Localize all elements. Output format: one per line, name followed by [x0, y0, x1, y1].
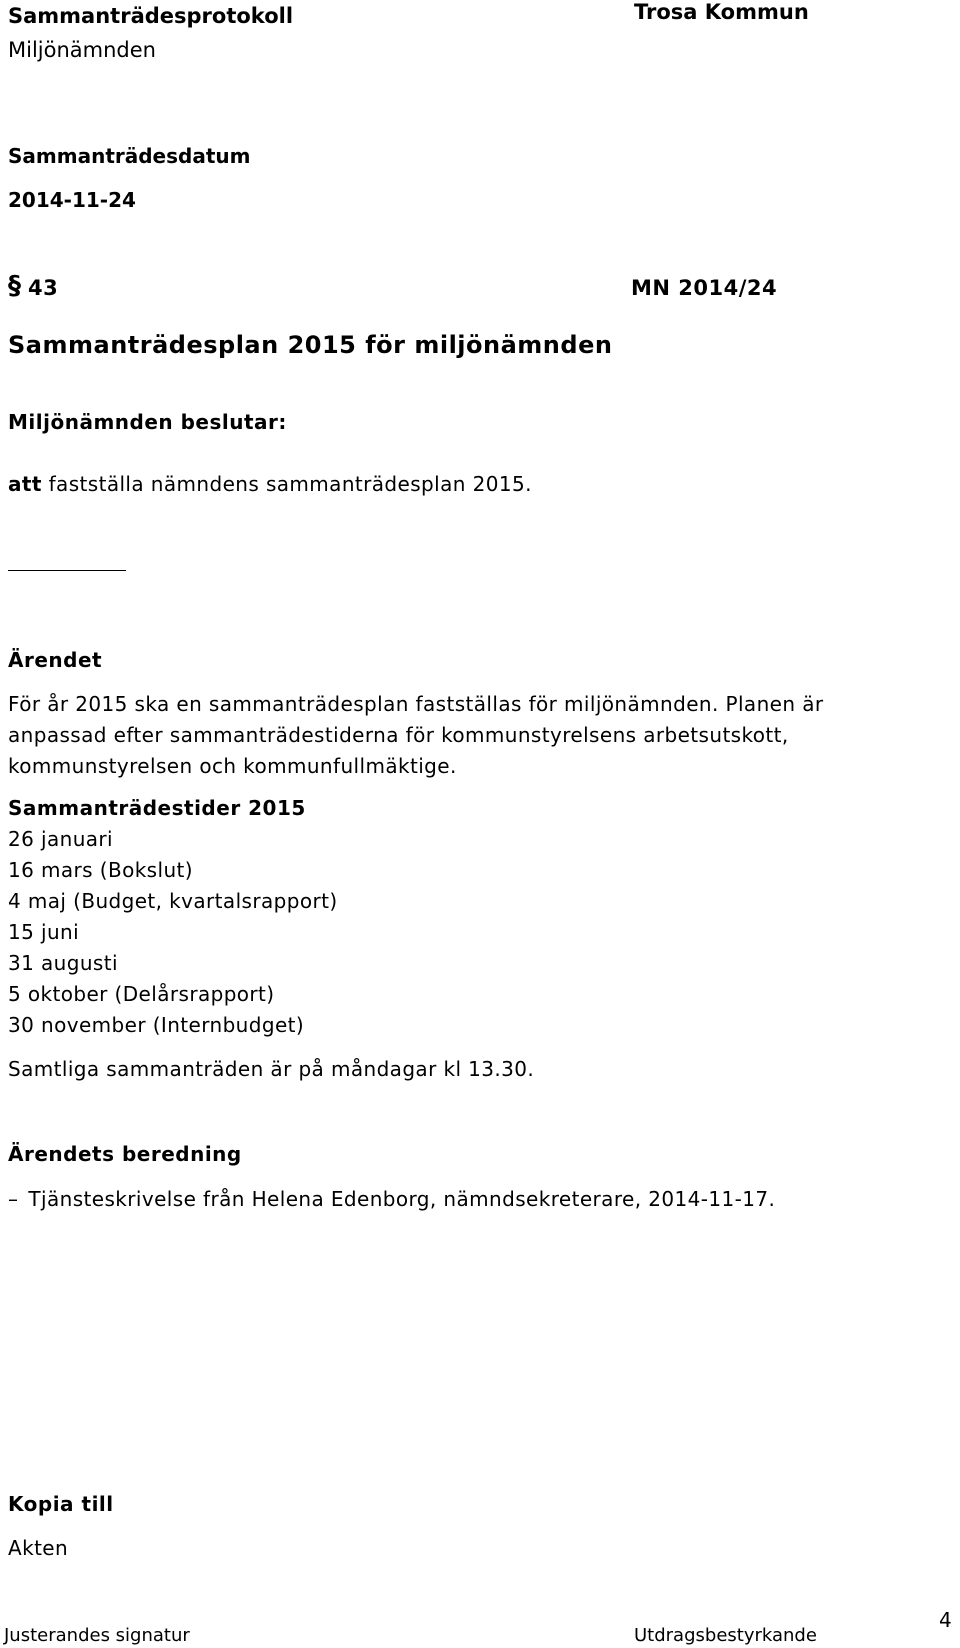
preparation-heading: Ärendets beredning — [8, 1142, 242, 1166]
separator-rule — [8, 570, 126, 571]
schedule-date: 26 januari — [8, 827, 114, 851]
page-number: 4 — [939, 1608, 952, 1632]
decision-body: fastställa nämndens sammanträdesplan 2015. — [48, 472, 532, 496]
preparation-item — [8, 1187, 775, 1211]
schedule-date: 5 oktober (Delårsrapport) — [8, 982, 275, 1006]
decision-text — [8, 472, 532, 496]
matter-line: För år 2015 ska en sammanträdesplan fastställas för miljönämnden. Planen är — [8, 692, 824, 716]
schedule-note: Samtliga sammanträden är på måndagar kl 13.30. — [8, 1057, 535, 1081]
matter-line: anpassad efter sammanträdestiderna för kommunstyrelsens arbetsutskott, — [8, 723, 789, 747]
schedule-date: 4 maj (Budget, kvartalsrapport) — [8, 889, 338, 913]
municipality-name: Trosa Kommun — [634, 0, 809, 24]
case-number: MN 2014/24 — [631, 276, 778, 300]
meeting-date-label: Sammanträdesdatum — [8, 144, 251, 168]
decision-att: att — [8, 472, 42, 496]
copy-to-heading: Kopia till — [8, 1492, 114, 1516]
schedule-date: 30 november (Internbudget) — [8, 1013, 305, 1037]
protocol-title: Sammanträdesprotokoll — [8, 4, 294, 28]
schedule-heading: Sammanträdestider 2015 — [8, 796, 306, 820]
schedule-date: 15 juni — [8, 920, 80, 944]
matter-line: kommunstyrelsen och kommunfullmäktige. — [8, 754, 457, 778]
preparation-dash: – — [8, 1187, 19, 1211]
section-title: Sammanträdesplan 2015 för miljönämnden — [8, 331, 613, 359]
paragraph-symbol: § — [8, 271, 21, 301]
meeting-date-value: 2014-11-24 — [8, 188, 136, 212]
copy-to-recipient: Akten — [8, 1536, 69, 1560]
footer-signature: Justerandes signatur — [4, 1625, 190, 1646]
preparation-text: Tjänsteskrivelse från Helena Edenborg, nämndsekreterare, 2014-11-17. — [28, 1187, 776, 1211]
matter-heading: Ärendet — [8, 648, 103, 672]
board-name: Miljönämnden — [8, 38, 156, 62]
footer-certification: Utdragsbestyrkande — [634, 1625, 817, 1646]
decision-heading: Miljönämnden beslutar: — [8, 410, 287, 434]
schedule-date: 16 mars (Bokslut) — [8, 858, 193, 882]
paragraph-number: 43 — [28, 276, 59, 300]
schedule-date: 31 augusti — [8, 951, 118, 975]
